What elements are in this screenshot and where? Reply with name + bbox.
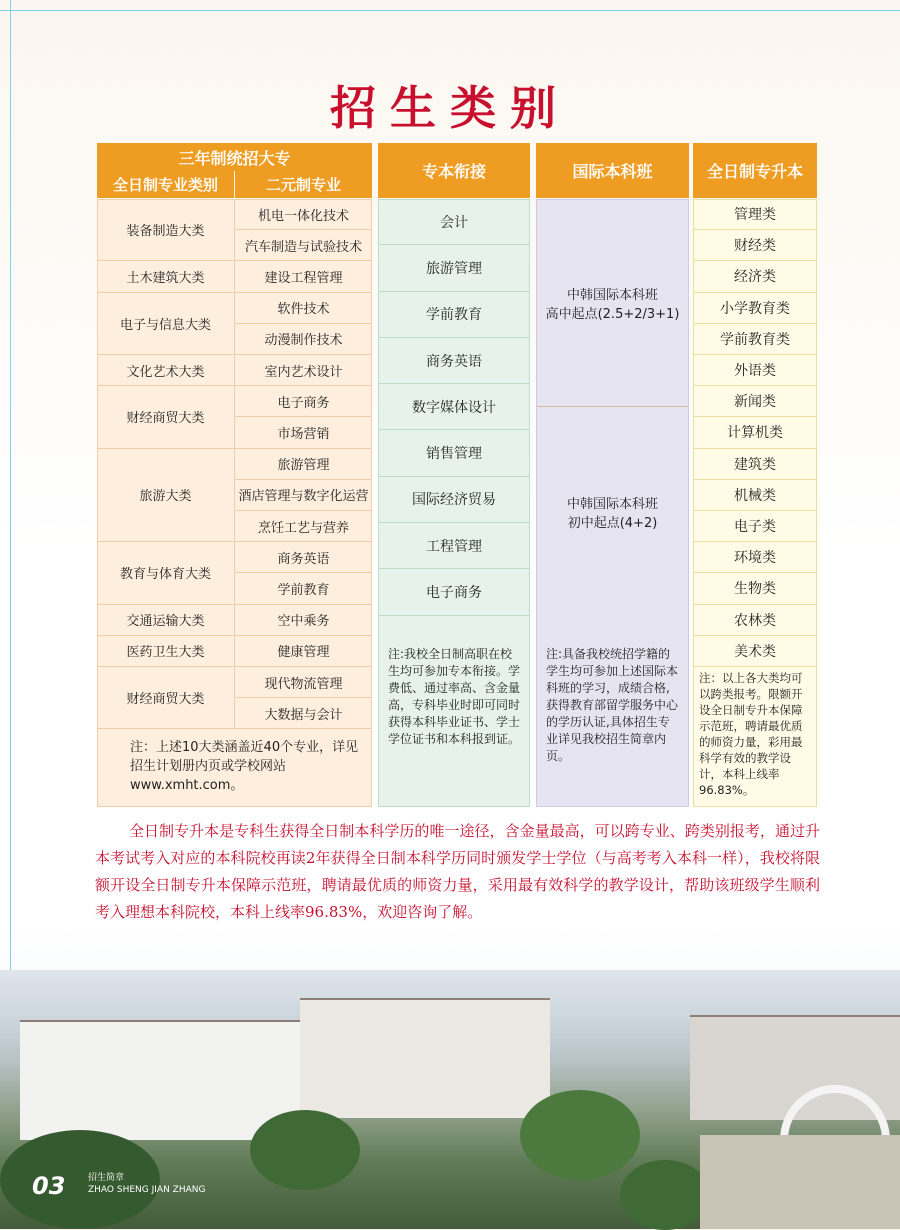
footer-label-cn: 招生简章 <box>88 1173 125 1183</box>
upgrade-category-item: 学前教育类 <box>693 324 817 355</box>
col3-block1-line1: 中韩国际本科班 <box>566 287 658 303</box>
tree-2 <box>520 1090 640 1180</box>
category-cell: 教育与体育大类 <box>97 542 235 604</box>
major-cell: 现代物流管理 <box>235 667 372 698</box>
upgrade-category-item: 外语类 <box>693 355 817 386</box>
major-cell: 健康管理 <box>235 636 372 667</box>
upgrade-category-item: 建筑类 <box>693 449 817 480</box>
category-cell: 交通运输大类 <box>97 605 235 636</box>
category-cell: 医药卫生大类 <box>97 636 235 667</box>
category-cell: 土木建筑大类 <box>97 261 235 292</box>
upgrade-category-item: 美术类 <box>693 636 817 667</box>
major-cell: 大数据与会计 <box>235 698 372 729</box>
col3-block2-line2: 初中起点(4+2) <box>567 515 658 531</box>
upgrade-category-item: 电子类 <box>693 511 817 542</box>
upgrade-category-item: 财经类 <box>693 230 817 261</box>
building-center <box>300 998 550 1118</box>
col3-divider <box>537 406 688 407</box>
upgrade-category-item: 生物类 <box>693 573 817 604</box>
col3-block2-line1: 中韩国际本科班 <box>566 496 658 512</box>
col3-block2 <box>536 484 689 539</box>
major-cell: 建设工程管理 <box>235 261 372 292</box>
col3-header: 国际本科班 <box>536 143 689 198</box>
page-title: 招生类别 <box>330 81 570 135</box>
cross-degree-item: 销售管理 <box>378 431 530 477</box>
cross-degree-item: 会计 <box>378 199 530 245</box>
category-cell: 财经商贸大类 <box>97 667 235 729</box>
major-cell: 软件技术 <box>235 293 372 324</box>
intro-paragraph: 全日制专升本是专科生获得全日制本科学历的唯一途径，含金量最高，可以跨专业、跨类别报考，通过升本考试考入对应的本科院校再读2年获得全日制本科学历同时颁发学士学位（与高考考入本科一样），我校将限额开设全日制专升本保障示范班，聘请最优质的师资力量，采用最有效科学的教学设计，帮助该班级学生顺利考入理想本科院校，本科上线率96.83%，欢迎咨询了解。 <box>95 822 820 921</box>
major-cell: 市场营销 <box>235 417 372 448</box>
col2-note: 注:我校全日制高职在校生均可参加专本衔接。学费低、通过率高、含金量高，专科毕业时即可同时获得本科毕业证书、学士学位证书和本科报到证。 <box>388 647 521 746</box>
major-cell: 烹饪工艺与营养 <box>235 511 372 542</box>
major-cell: 机电一体化技术 <box>235 199 372 230</box>
col3-block1-line2: 高中起点(2.5+2/3+1) <box>545 306 680 322</box>
cross-degree-item: 国际经济贸易 <box>378 477 530 523</box>
major-cell: 空中乘务 <box>235 605 372 636</box>
tree-3 <box>620 1160 710 1230</box>
upgrade-category-item: 经济类 <box>693 261 817 292</box>
col1-header-right: 二元制专业 <box>235 171 372 198</box>
category-cell: 文化艺术大类 <box>97 355 235 386</box>
col3-note: 注:具备我校统招学籍的学生均可参加上述国际本科班的学习，成绩合格,获得教育部留学服务中心的学历认证,具体招生专业详见我校招生简章内页。 <box>546 647 679 763</box>
col3-block1 <box>536 275 689 330</box>
upgrade-category-item: 管理类 <box>693 199 817 230</box>
frame-line-top <box>0 10 900 11</box>
category-cell: 装备制造大类 <box>97 199 235 261</box>
building-left <box>20 1020 300 1140</box>
col2-header: 专本衔接 <box>378 143 530 198</box>
category-cell: 财经商贸大类 <box>97 386 235 448</box>
tree-1 <box>250 1110 360 1190</box>
col4-note: 注：以上各大类均可以跨类报考。限额开设全日制专升本保障示范班，聘请最优质的师资力量，彩用最科学有效的教学设计，本科上线率96.83%。 <box>699 671 803 797</box>
major-cell: 电子商务 <box>235 386 372 417</box>
cross-degree-item: 数字媒体设计 <box>378 384 530 430</box>
col1-header-top: 三年制统招大专 <box>97 143 372 171</box>
cross-degree-item: 旅游管理 <box>378 245 530 291</box>
cross-degree-item: 工程管理 <box>378 523 530 569</box>
footer-label <box>88 1172 205 1196</box>
upgrade-category-item: 农林类 <box>693 605 817 636</box>
major-cell: 室内艺术设计 <box>235 355 372 386</box>
col1-header-left: 全日制专业类别 <box>97 171 234 198</box>
major-cell: 酒店管理与数字化运营 <box>235 480 372 511</box>
upgrade-category-item: 计算机类 <box>693 417 817 448</box>
cross-degree-item: 商务英语 <box>378 338 530 384</box>
upgrade-category-item: 环境类 <box>693 542 817 573</box>
major-cell: 学前教育 <box>235 573 372 604</box>
col4-header: 全日制专升本 <box>693 143 817 198</box>
major-cell: 动漫制作技术 <box>235 324 372 355</box>
major-cell: 商务英语 <box>235 542 372 573</box>
col1-note: 注：上述10大类涵盖近40个专业，详见招生计划册内页或学校网站www.xmht.com。 <box>130 740 359 793</box>
cross-degree-item: 电子商务 <box>378 569 530 615</box>
major-cell: 旅游管理 <box>235 449 372 480</box>
category-cell: 电子与信息大类 <box>97 293 235 355</box>
cross-degree-item: 学前教育 <box>378 292 530 338</box>
major-cell: 汽车制造与试验技术 <box>235 230 372 261</box>
campus-road <box>700 1135 900 1229</box>
upgrade-category-item: 机械类 <box>693 480 817 511</box>
page-number: 03 <box>32 1172 66 1200</box>
footer-label-pinyin: ZHAO SHENG JIAN ZHANG <box>88 1185 206 1195</box>
upgrade-category-item: 新闻类 <box>693 386 817 417</box>
upgrade-category-item: 小学教育类 <box>693 293 817 324</box>
category-cell: 旅游大类 <box>97 449 235 543</box>
